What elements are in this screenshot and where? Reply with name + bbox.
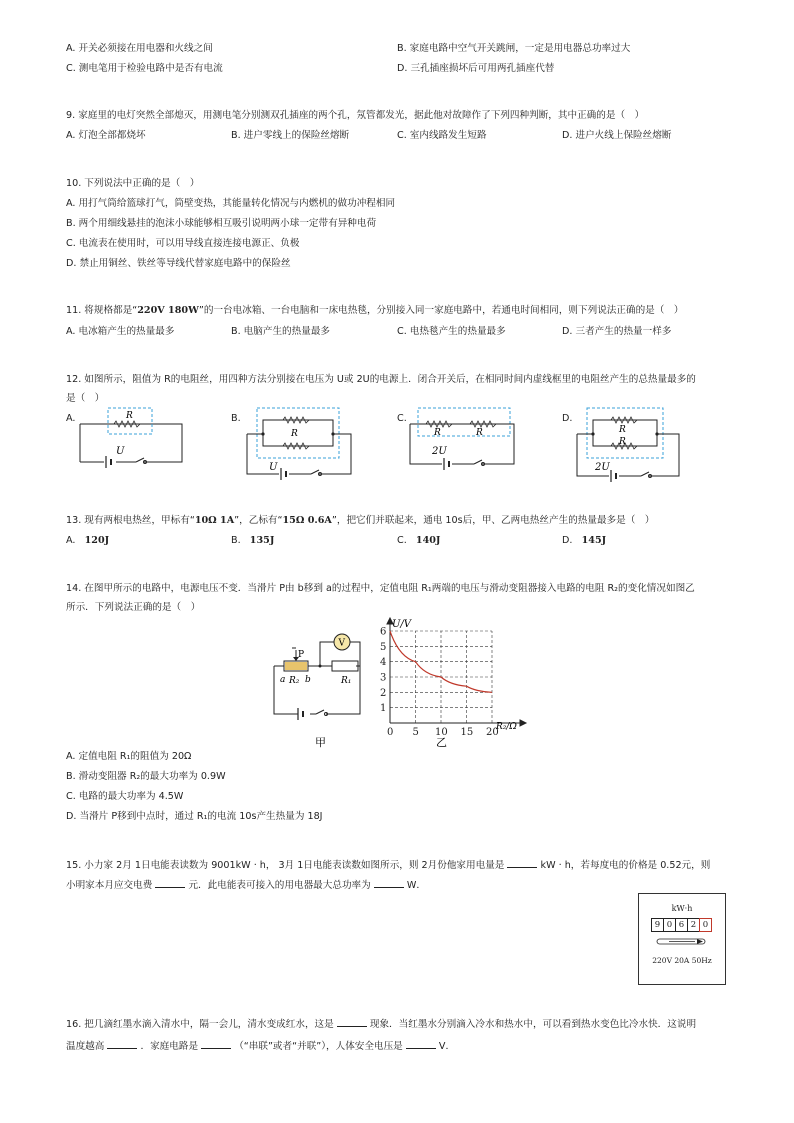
q9-option-b: B. 进户零线上的保险丝熔断 [231,130,350,141]
answer-blank[interactable] [406,1038,436,1049]
voltage-label: 2U [432,446,447,457]
answer-blank[interactable] [201,1038,231,1049]
meter-unit: kW·h [671,904,693,913]
x-tick-label: 5 [412,727,419,738]
q13-stem: 13. 现有两根电热丝，甲标有“10Ω 1A”，乙标有“15Ω 0.6A”，把它们并联起来，通电 10s后，甲、乙两电热丝产生的热量最多是（ ） [66,515,655,526]
q11-option-d: D. 三者产生的热量一样多 [562,326,672,337]
q14-option-b: B. 滑动变阻器 R₂的最大功率为 0.9W [66,771,226,782]
q10-option-c: C. 电流表在使用时，可以用导线直接连接电源正、负极 [66,238,300,249]
q12-label-d: D. [562,413,573,424]
x-tick-label: 0 [387,727,394,738]
meter-digit: 0 [699,918,712,932]
q15-line1: 15. 小力家 2月 1日电能表读数为 9001kW · h， 3月 1日电能表读数如图所示，则 2月份他家用电量是 kW · h，若每度电的价格是 0.52元，则 [66,857,710,873]
answer-blank[interactable] [374,877,404,888]
circuit-b [245,404,355,482]
y-tick-label: 3 [380,672,387,684]
x-tick-label: 20 [486,727,499,738]
y-tick-label: 2 [380,687,387,699]
q8-option-d: D. 三孔插座损坏后可用两孔插座代替 [397,63,555,74]
x-axis-arrow [520,720,526,726]
q12-stem-line1: 12. 如图所示，阻值为 R的电阻丝，用四种方法分别接在电压为 U或 2U的电源上．闭合开关后，在相同时间内虚线框里的电阻丝产生的总热量最多的 [66,374,696,385]
q13-option-a: A. 120J [66,535,110,546]
resistor-label: R [476,428,483,438]
r2-label: R₂ [289,676,300,686]
answer-blank[interactable] [107,1038,137,1049]
graph-yi [372,616,532,750]
y-tick-label: 4 [380,657,387,669]
meter-spec: 220V 20A 50Hz [652,956,712,965]
q14-stem-line1: 14. 在图甲所示的电路中，电源电压不变．当滑片 P由 b移到 a的过程中，定值电阻 R₁两端的电压与滑动变阻器接入电路的电阻 R₂的变化情况如图乙 [66,583,695,594]
q8-option-a: A. 开关必须接在用电器和火线之间 [66,43,213,54]
y-tick-label: 6 [380,626,387,638]
q11-option-c: C. 电热毯产生的热量最多 [397,326,506,337]
electric-meter [638,893,726,985]
y-tick-label: 1 [380,703,387,715]
q10-option-a: A. 用打气筒给篮球打气，筒壁变热，其能量转化情况与内燃机的做功冲程相同 [66,198,396,209]
q10-option-b: B. 两个用细线悬挂的泡沫小球能够相互吸引说明两小球一定带有异种电荷 [66,218,377,229]
resistor-label: R [619,425,626,435]
circuit-jia [270,628,370,750]
meter-digit: 0 [663,918,676,932]
q10-stem: 10. 下列说法中正确的是（ ） [66,178,200,189]
q10-option-d: D. 禁止用铜丝、铁丝等导线代替家庭电路中的保险丝 [66,258,291,269]
q11-option-a: A. 电冰箱产生的热量最多 [66,326,175,337]
voltmeter-label: V [338,638,345,649]
q11-stem: 11. 将规格都是“220V 180W”的一台电冰箱、一台电脑和一床电热毯，分别接入同一家庭电路中，若通电时间相同，则下列说法正确的是（ ） [66,305,684,316]
y-tick-label: 5 [380,641,387,653]
y-axis-label: U/V [392,619,412,630]
q13-option-b: B. 135J [231,535,275,546]
terminal-a-label: a [280,675,286,685]
q9-option-c: C. 室内线路发生短路 [397,130,487,141]
q14-stem-line2: 所示．下列说法正确的是（ ） [66,602,201,613]
voltage-label: 2U [595,462,610,473]
answer-blank[interactable] [507,857,537,868]
x-tick-label: 10 [435,727,448,738]
q16-line1: 16. 把几滴红墨水滴入清水中，隔一会儿，清水变成红水，这是 现象．当红墨水分别滴入冷水和热水中，可以看到热水变色比冷水快．这说明 [66,1016,696,1032]
answer-blank[interactable] [337,1016,367,1027]
answer-blank[interactable] [155,877,185,888]
r1-label: R₁ [341,676,352,686]
circuit-c [408,404,518,472]
q14-option-d: D. 当滑片 P移到中点时，通过 R₁的电流 10s产生热量为 18J [66,811,323,822]
q14-option-c: C. 电路的最大功率为 4.5W [66,791,184,802]
x-tick-label: 15 [460,727,474,738]
q8-option-c: C. 测电笔用于检验电路中是否有电流 [66,63,223,74]
voltage-label: U [269,462,278,473]
circuit-d [575,404,685,486]
q11-option-b: B. 电脑产生的热量最多 [231,326,331,337]
q15-line2: 小明家本月应交电费 元．此电能表可接入的用电器最大总功率为 W． [66,877,426,893]
x-axis-label: R₂/Ω [496,722,517,732]
q12-label-b: B. [231,413,241,424]
q12-label-c: C. [397,413,407,424]
resistor-label: R [434,428,441,438]
q9-option-a: A. 灯泡全部都烧坏 [66,130,146,141]
resistor-label: R [291,429,298,439]
fig-jia-label: 甲 [315,736,326,749]
resistor-label: R [619,437,626,447]
fig-yi-label: 乙 [436,736,447,749]
q13-option-d: D. 145J [562,535,607,546]
voltage-label: U [116,446,125,457]
q9-stem: 9. 家庭里的电灯突然全部熄灭，用测电笔分别测双孔插座的两个孔，氖管都发光，据此他对故障作了下列四种判断，其中正确的是（ ） [66,110,645,121]
q13-option-c: C. 140J [397,535,441,546]
meter-disc-icon [655,934,709,950]
meter-digit: 9 [651,918,664,932]
terminal-b-label: b [305,675,311,685]
q8-option-b: B. 家庭电路中空气开关跳闸，一定是用电器总功率过大 [397,43,631,54]
meter-digits [652,918,712,932]
q12-label-a: A. [66,413,76,424]
meter-digit: 6 [675,918,688,932]
q12-stem-line2: 是（ ） [66,393,105,404]
resistor-label: R [126,411,133,421]
q16-line2: 温度越高 ．家庭电路是 （“串联”或者“并联”），人体安全电压是 V． [66,1038,455,1054]
circuit-a [78,404,186,470]
slider-p-label: P [298,650,305,660]
meter-digit: 2 [687,918,700,932]
q9-option-d: D. 进户火线上保险丝熔断 [562,130,672,141]
q14-option-a: A. 定值电阻 R₁的阻值为 20Ω [66,751,192,762]
